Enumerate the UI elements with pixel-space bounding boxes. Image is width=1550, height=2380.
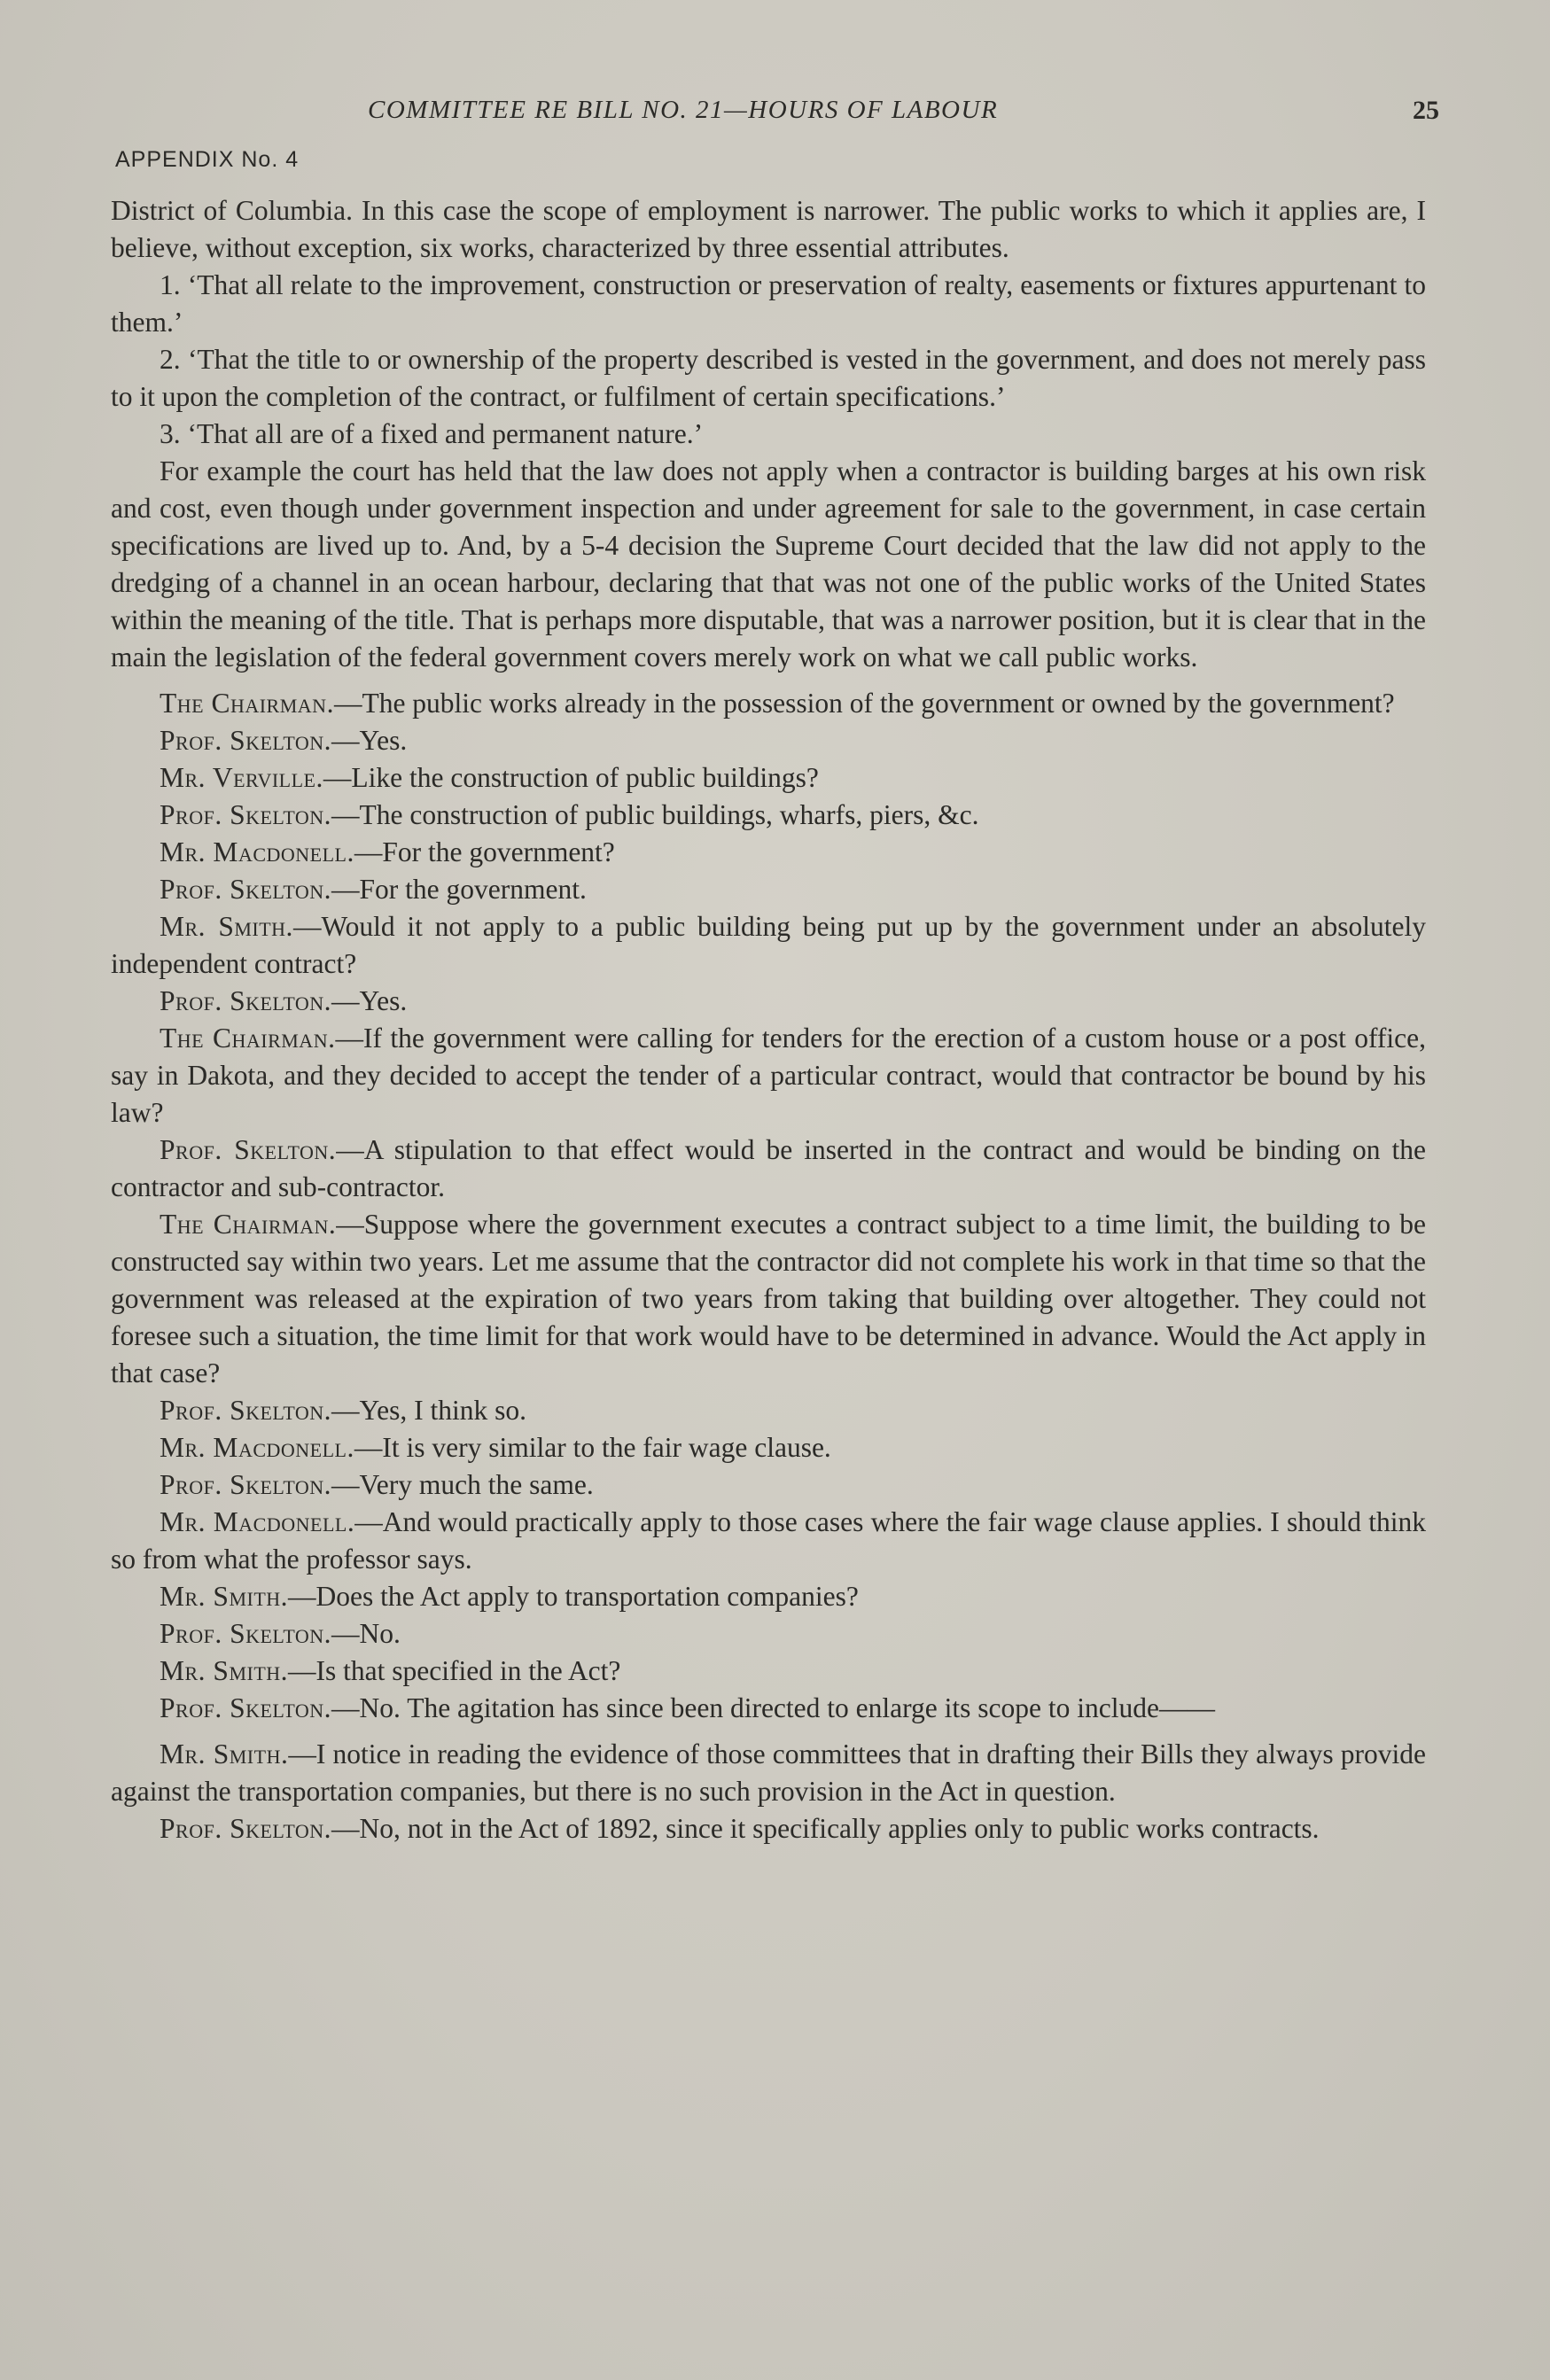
speech-text: —No, not in the Act of 1892, since it specifically applies only to public works contracts. — [331, 1813, 1320, 1844]
dialogue-line — [111, 1615, 1426, 1653]
paragraph-text: 3. ‘That all are of a fixed and permanent nature.’ — [160, 418, 704, 449]
speaker-name: Mr. Macdonell. — [160, 836, 354, 867]
speech-text: —It is very similar to the fair wage clause. — [354, 1432, 831, 1463]
speech-text: —Would it not apply to a public building being put up by the government under an absolutely independent contract? — [111, 911, 1426, 979]
page-number: 25 — [1413, 96, 1439, 125]
speech-text: —A stipulation to that effect would be inserted in the contract and would be binding on the contractor and sub-contractor. — [111, 1134, 1426, 1202]
dialogue-line — [111, 871, 1426, 908]
paragraph-text: 1. ‘That all relate to the improvement, construction or preservation of realty, easements or fixtures appurtenant to them.’ — [111, 269, 1426, 338]
speech-text: —For the government? — [354, 836, 615, 867]
running-title: COMMITTEE RE BILL NO. 21—HOURS OF LABOUR — [368, 96, 999, 124]
speaker-name: Mr. Smith. — [160, 1581, 289, 1612]
dialogue-line — [111, 1020, 1426, 1132]
dialogue-line — [111, 1504, 1426, 1578]
dialogue-line — [111, 797, 1426, 834]
speaker-name: Mr. Macdonell. — [160, 1432, 354, 1463]
paragraph-text: 2. ‘That the title to or ownership of the property described is vested in the government, and does not merely pass to it upon the completion of the contract, or fulfilment of certain specifications.’ — [111, 344, 1426, 412]
speaker-name: The Chairman. — [160, 1023, 336, 1054]
speech-text: —For the government. — [331, 874, 587, 905]
speaker-name: Prof. Skelton. — [160, 1813, 332, 1844]
speech-text: —I notice in reading the evidence of those committees that in drafting their Bills they always provide against the transportation companies, but there is no such provision in the Act in question. — [111, 1738, 1426, 1807]
speaker-name: The Chairman. — [160, 688, 334, 719]
speaker-name: Prof. Skelton. — [160, 1395, 332, 1426]
paragraph — [111, 453, 1426, 676]
speaker-name: Prof. Skelton. — [160, 874, 332, 905]
speech-text: —Is that specified in the Act? — [288, 1655, 621, 1686]
speech-text: —Suppose where the government executes a contract subject to a time limit, the building to be constructed say within two years. Let me assume that the contractor did not complete his work in that time so that the government was released at the expiration of two years from taking that building over altogether. They could not foresee such a situation, the time limit for that work would have to be determined in advance. Would the Act apply in that case? — [111, 1209, 1426, 1388]
speech-text: —Very much the same. — [331, 1469, 594, 1500]
dialogue-line — [111, 759, 1426, 797]
speech-text: —No. The agitation has since been directed to enlarge its scope to include—— — [331, 1692, 1215, 1723]
dialogue-line — [111, 1810, 1426, 1847]
speech-text: —And would practically apply to those cases where the fair wage clause applies. I should think so from what the professor says. — [111, 1506, 1426, 1575]
speech-text: —Does the Act apply to transportation companies? — [288, 1581, 859, 1612]
speech-text: —Like the construction of public buildings? — [323, 762, 819, 793]
dialogue-line — [111, 1132, 1426, 1206]
dialogue-line — [111, 1392, 1426, 1429]
dialogue-line — [111, 685, 1426, 722]
paragraph-text: For example the court has held that the law does not apply when a contractor is building barges at his own risk and cost, even though under government inspection and under agreement for sale to the government, in case certain specifications are lived up to. And, by a 5-4 decision the Supreme Court decided that the law did not apply to the dredging of a channel in an ocean harbour, declaring that that was not one of the public works of the United States within the meaning of the title. That is perhaps more disputable, that was a narrower position, but it is clear that in the main the legislation of the federal government covers merely work on what we call public works. — [111, 455, 1426, 673]
speaker-name: Mr. Verville. — [160, 762, 323, 793]
speech-text: —No. — [331, 1618, 401, 1649]
paragraph — [111, 192, 1426, 267]
speaker-name: Prof. Skelton. — [160, 985, 332, 1016]
speaker-name: Mr. Smith. — [160, 1738, 289, 1769]
speaker-name: The Chairman. — [160, 1209, 337, 1240]
speech-text: —If the government were calling for tenders for the erection of a custom house or a post office, say in Dakota, and they decided to accept the tender of a particular contract, would that contractor be bound by his law? — [111, 1023, 1426, 1128]
dialogue-line — [111, 1466, 1426, 1504]
speech-text: —Yes. — [331, 725, 408, 756]
body-text — [111, 192, 1426, 1847]
speech-text: —The public works already in the possession of the government or owned by the government? — [333, 688, 1395, 719]
speaker-name: Prof. Skelton. — [160, 1692, 332, 1723]
dialogue-line — [111, 1429, 1426, 1466]
speaker-name: Mr. Smith. — [160, 1655, 289, 1686]
dialogue-line — [111, 1653, 1426, 1690]
paragraph — [111, 341, 1426, 416]
dialogue-line — [111, 908, 1426, 983]
dialogue-line — [111, 983, 1426, 1020]
speaker-name: Prof. Skelton. — [160, 1469, 332, 1500]
dialogue-line — [111, 1736, 1426, 1810]
speaker-name: Mr. Smith. — [160, 911, 293, 942]
speech-text: —The construction of public buildings, wharfs, piers, &c. — [331, 799, 979, 830]
appendix-label: APPENDIX No. 4 — [115, 147, 300, 172]
speech-text: —Yes, I think so. — [331, 1395, 526, 1426]
speaker-name: Prof. Skelton. — [160, 725, 332, 756]
dialogue-line — [111, 834, 1426, 871]
dialogue-line — [111, 722, 1426, 759]
paragraph — [111, 267, 1426, 341]
speaker-name: Prof. Skelton. — [160, 799, 332, 830]
speech-text: —Yes. — [331, 985, 408, 1016]
running-header — [111, 89, 1439, 142]
paragraph — [111, 416, 1426, 453]
dialogue-line — [111, 1206, 1426, 1392]
dialogue-line — [111, 1690, 1426, 1727]
speaker-name: Prof. Skelton. — [160, 1618, 332, 1649]
speaker-name: Mr. Macdonell. — [160, 1506, 355, 1537]
speaker-name: Prof. Skelton. — [160, 1134, 337, 1165]
dialogue-line — [111, 1578, 1426, 1615]
paragraph-text: District of Columbia. In this case the scope of employment is narrower. The public works to which it applies are, I believe, without exception, six works, characterized by three essential attributes. — [111, 195, 1426, 263]
